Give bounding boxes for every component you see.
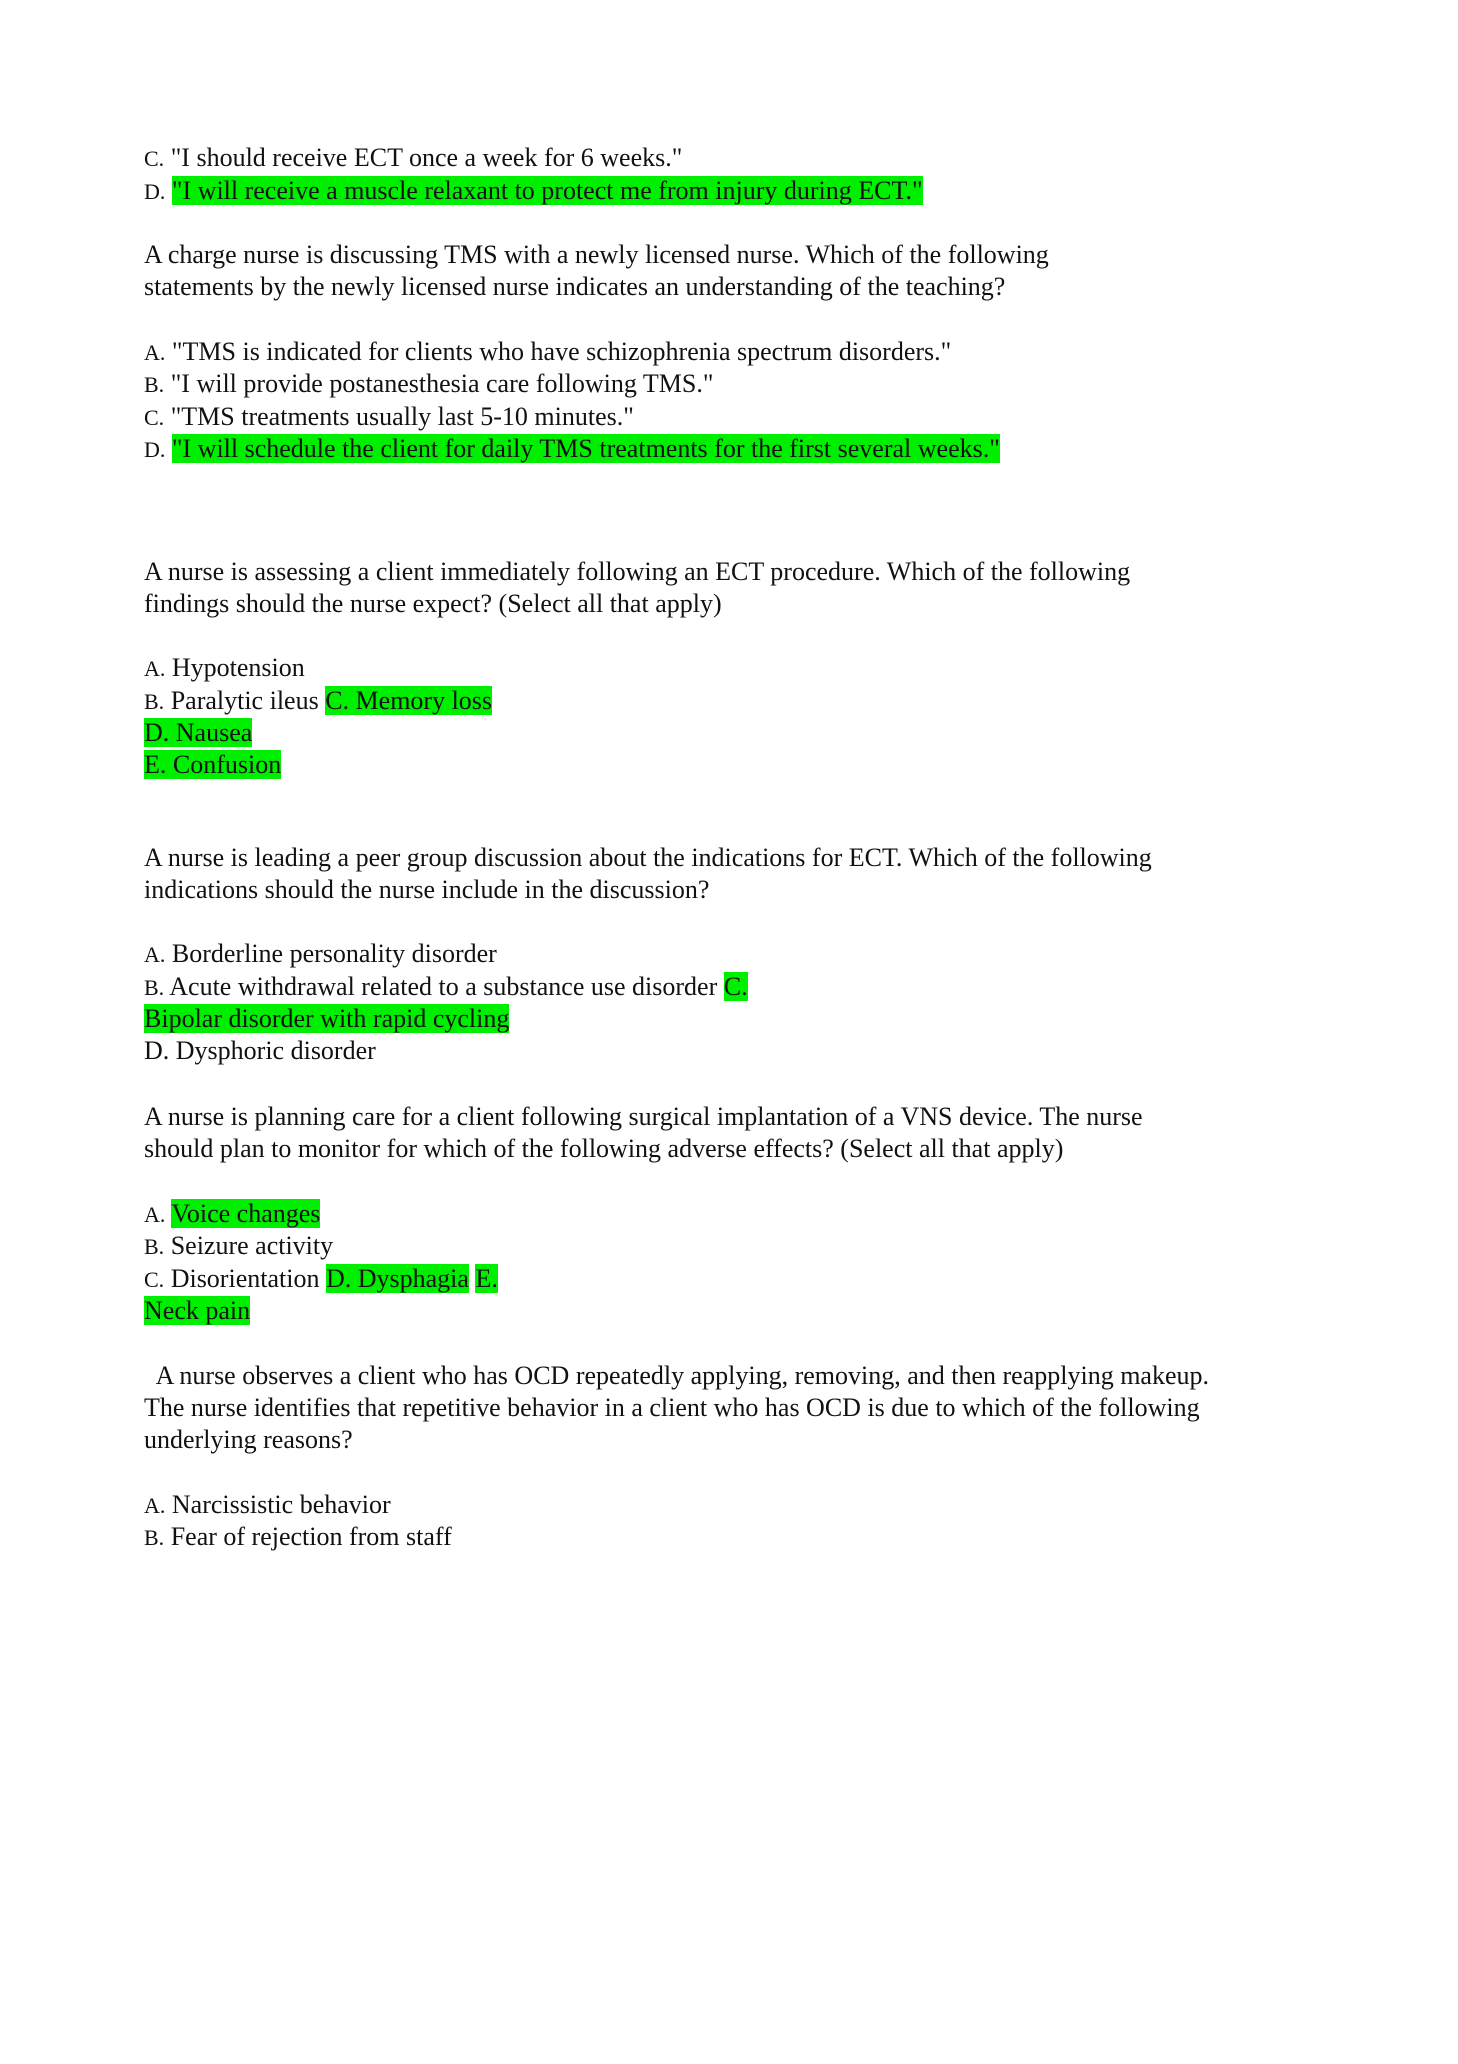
q1-option-d: D. "I will schedule the client for daily TMS treatments for the first several weeks." [144, 434, 1000, 463]
answer-highlight: C. [723, 972, 748, 1001]
q3-option-b: B. Acute withdrawal related to a substance use disorder C. [144, 972, 748, 1001]
answer-highlight: "I will schedule the client for daily TMS treatments for the first several weeks." [171, 434, 1000, 463]
q1-option-b: B. "I will provide postanesthesia care following TMS." [144, 369, 714, 398]
answer-highlight: Voice changes [171, 1199, 321, 1228]
q2-stem-line-1: A nurse is assessing a client immediately following an ECT procedure. Which of the following [144, 557, 1131, 586]
answer-highlight: C. Memory loss [325, 686, 493, 715]
q2-stem-line-2: findings should the nurse expect? (Select all that apply) [144, 589, 722, 618]
q5-stem-line-1: A nurse observes a client who has OCD repeatedly applying, removing, and then reapplying makeup. [144, 1361, 1210, 1390]
q0-option-c: C. "I should receive ECT once a week for 6 weeks." [144, 143, 683, 172]
answer-highlight: Neck pain [144, 1296, 251, 1325]
q4-stem-line-1: A nurse is planning care for a client following surgical implantation of a VNS device. The nurse [144, 1102, 1143, 1131]
q1-stem-line-1: A charge nurse is discussing TMS with a newly licensed nurse. Which of the following [144, 240, 1049, 269]
q3-option-c [144, 1002, 509, 1035]
q2-option-a: A. Hypotension [144, 653, 305, 682]
q3-stem-line-2: indications should the nurse include in the discussion? [144, 875, 710, 904]
q1-option-a: A. "TMS is indicated for clients who have schizophrenia spectrum disorders." [144, 337, 952, 366]
q4-option-e [144, 1294, 250, 1327]
answer-highlight: D. Nausea [144, 718, 253, 747]
q1-option-c: C. "TMS treatments usually last 5-10 minutes." [144, 402, 634, 431]
q5-option-b: B. Fear of rejection from staff [144, 1522, 452, 1551]
q4-stem-line-2: should plan to monitor for which of the following adverse effects? (Select all that apply) [144, 1134, 1064, 1163]
answer-highlight: E. Confusion [144, 750, 282, 779]
answer-highlight: "I will receive a muscle relaxant to protect me from injury during ECT." [171, 176, 923, 205]
q2-option-e [144, 748, 281, 781]
q3-option-d: D. Dysphoric disorder [144, 1036, 376, 1065]
q5-stem-line-2: The nurse identifies that repetitive behavior in a client who has OCD is due to which of the following [144, 1393, 1200, 1422]
answer-highlight: Bipolar disorder with rapid cycling [144, 1004, 510, 1033]
q5-stem-line-3: underlying reasons? [144, 1425, 353, 1454]
q1-stem-line-2: statements by the newly licensed nurse indicates an understanding of the teaching? [144, 272, 1006, 301]
q2-option-d [144, 716, 252, 749]
answer-highlight: D. Dysphagia [325, 1264, 469, 1293]
q3-stem-line-1: A nurse is leading a peer group discussion about the indications for ECT. Which of the following [144, 843, 1152, 872]
q4-option-a: A. Voice changes [144, 1199, 321, 1228]
q4-option-b: B. Seizure activity [144, 1231, 334, 1260]
q5-option-a: A. Narcissistic behavior [144, 1490, 391, 1519]
answer-highlight: E. [475, 1264, 498, 1293]
q0-option-d: D. "I will receive a muscle relaxant to protect me from injury during ECT." [144, 176, 923, 205]
q4-option-c: C. Disorientation D. Dysphagia E. [144, 1264, 498, 1293]
q2-option-b: B. Paralytic ileus C. Memory loss [144, 686, 493, 715]
q3-option-a: A. Borderline personality disorder [144, 939, 497, 968]
